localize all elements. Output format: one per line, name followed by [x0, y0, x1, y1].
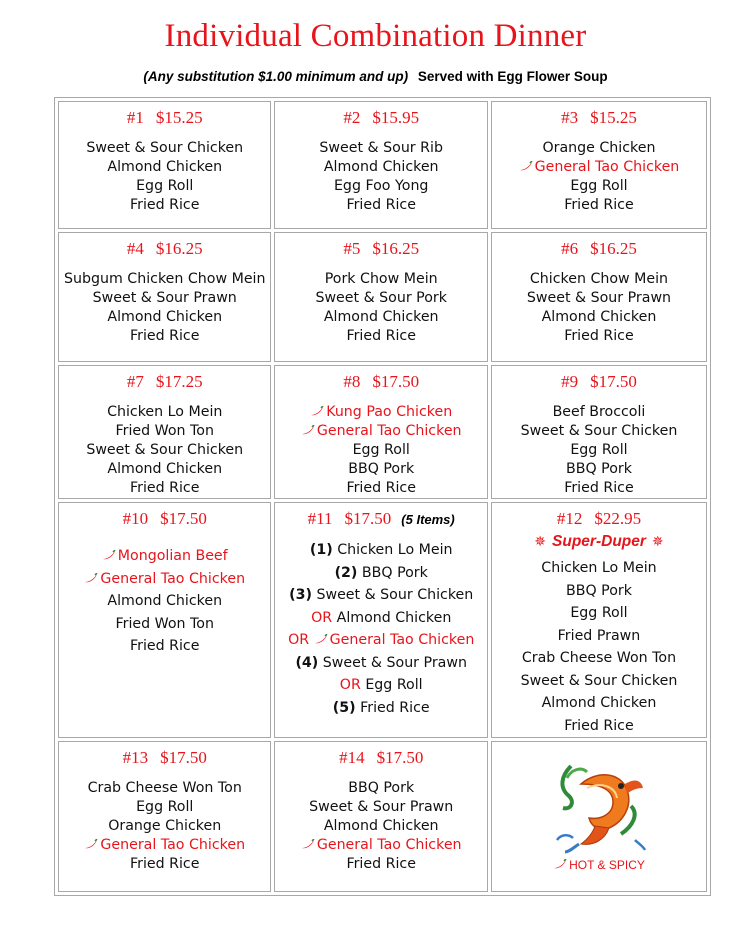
combo-number: #8 — [343, 372, 361, 391]
combo-items — [492, 557, 706, 737]
item-name: Sweet & Sour Prawn — [92, 290, 237, 306]
combo-item — [492, 580, 706, 603]
combo-item — [59, 403, 270, 422]
item-name: Fried Rice — [129, 480, 200, 496]
combo-cell[interactable] — [58, 502, 271, 738]
combo-number: #2 — [343, 108, 361, 127]
combo-item — [59, 158, 270, 177]
combo-cell[interactable] — [491, 502, 707, 738]
combo-item — [59, 177, 270, 196]
item-number: (3) — [289, 587, 312, 603]
combo-header — [275, 372, 486, 394]
combo-cell[interactable] — [274, 502, 487, 738]
combo-item — [275, 584, 486, 607]
item-number: (1) — [309, 542, 333, 558]
combo-item — [275, 674, 486, 697]
item-name: Sweet & Sour Rib — [319, 140, 443, 156]
combo-item — [275, 139, 486, 158]
item-name: Fried Rice — [564, 328, 634, 344]
chili-pepper-icon — [314, 634, 328, 644]
combo-items — [275, 139, 486, 215]
combo-price: $17.25 — [155, 372, 203, 391]
combo-item — [492, 441, 706, 460]
combo-header — [59, 108, 270, 130]
combo-item — [275, 270, 486, 289]
item-name: Almond Chicken — [541, 309, 657, 325]
combo-price: $15.25 — [590, 108, 637, 127]
combo-items — [59, 403, 270, 498]
or-label: OR — [311, 609, 333, 626]
combo-number: #1 — [126, 108, 144, 127]
chili-pepper-icon — [301, 425, 315, 435]
combo-price: $16.25 — [372, 239, 420, 258]
combo-price: $17.50 — [590, 372, 637, 391]
combo-item — [59, 441, 270, 460]
item-name: Almond Chicken — [107, 159, 223, 175]
combo-number: #11 — [307, 509, 333, 528]
item-name: Orange Chicken — [108, 818, 222, 834]
combo-item — [275, 779, 486, 798]
combo-item — [275, 539, 486, 562]
item-name: Crab Cheese Won Ton — [521, 650, 677, 666]
combo-number: #5 — [343, 239, 361, 258]
item-name: General Tao Chicken — [100, 837, 246, 853]
combo-item — [492, 557, 706, 580]
substitution-note: (Any substitution $1.00 minimum and up) — [143, 69, 409, 84]
combo-item — [492, 403, 706, 422]
combo-header — [59, 372, 270, 394]
combo-item — [275, 629, 486, 652]
item-name: Fried Won Ton — [115, 615, 214, 632]
item-name: Egg Roll — [136, 178, 194, 194]
item-name: Kung Pao Chicken — [326, 404, 453, 420]
combo-item — [492, 479, 706, 498]
item-name: Fried Rice — [346, 480, 416, 496]
or-label: OR — [339, 677, 361, 693]
combo-item — [492, 308, 706, 327]
item-name: General Tao Chicken — [316, 423, 462, 439]
item-name: Pork Chow Mein — [324, 271, 438, 287]
chili-pepper-icon — [553, 859, 567, 869]
combo-number: #14 — [339, 748, 365, 767]
combo-cell[interactable] — [58, 741, 271, 892]
combo-price: $17.50 — [344, 509, 392, 528]
combo-number: #3 — [561, 108, 579, 127]
chili-pepper-icon — [84, 573, 98, 583]
combo-item — [492, 270, 706, 289]
combo-item — [275, 798, 486, 817]
item-name: Egg Roll — [570, 178, 628, 194]
item-name: BBQ Pork — [361, 564, 428, 581]
combo-item — [492, 647, 706, 670]
item-name: Sweet & Sour Prawn — [322, 654, 467, 671]
item-number: (2) — [334, 564, 358, 581]
item-name: Sweet & Sour Prawn — [526, 290, 672, 306]
combo-item — [59, 545, 270, 568]
item-name: BBQ Pork — [348, 780, 415, 796]
combo-header — [275, 108, 486, 130]
combo-item — [275, 177, 486, 196]
hot-spicy-legend: HOT & SPICY — [492, 858, 706, 872]
item-name: Egg Roll — [365, 677, 423, 693]
item-name: Almond Chicken — [323, 309, 439, 325]
item-name: Almond Chicken — [107, 593, 223, 609]
combo-item — [59, 196, 270, 215]
combo-items — [275, 539, 486, 719]
item-name: Sweet & Sour Chicken — [520, 672, 678, 689]
combo-item — [275, 607, 486, 630]
item-name: Fried Rice — [129, 638, 200, 654]
combo-header — [59, 748, 270, 770]
combo-number: #12 — [556, 509, 583, 528]
combo-item — [492, 625, 706, 648]
combo-items — [275, 270, 486, 346]
combo-price: $22.95 — [594, 509, 642, 528]
super-duper-label — [492, 533, 706, 551]
combo-item — [275, 460, 486, 479]
item-name: Sweet & Sour Pork — [315, 290, 447, 306]
item-name: Almond Chicken — [323, 818, 439, 834]
combo-items — [59, 545, 270, 658]
combo-cell[interactable] — [58, 232, 271, 362]
combo-item — [59, 779, 270, 798]
chili-pepper-icon — [519, 161, 533, 171]
item-name: Fried Rice — [564, 197, 634, 213]
combo-header — [492, 108, 706, 130]
combo-price: $15.95 — [372, 108, 420, 127]
combo-item — [59, 590, 270, 613]
item-name: Orange Chicken — [542, 140, 656, 156]
combo-item — [275, 562, 486, 585]
item-name: Fried Won Ton — [115, 423, 214, 439]
combo-item — [275, 403, 486, 422]
combo-item — [275, 196, 486, 215]
item-name: Fried Rice — [564, 480, 634, 496]
combo-item — [492, 460, 706, 479]
combo-header — [275, 748, 486, 770]
sparkle-icon: ✵ — [651, 533, 664, 549]
item-name: General Tao Chicken — [316, 837, 462, 853]
combo-number: #9 — [561, 372, 579, 391]
item-name: Egg Roll — [136, 799, 194, 815]
combination-grid — [54, 97, 711, 896]
combo-item — [275, 289, 486, 308]
item-name: BBQ Pork — [566, 582, 632, 599]
combo-item — [492, 177, 706, 196]
combo-cell[interactable] — [274, 101, 487, 229]
item-name: Mongolian Beef — [117, 548, 228, 564]
item-name: Crab Cheese Won Ton — [87, 780, 242, 796]
combo-item — [59, 422, 270, 441]
item-name: Fried Rice — [129, 328, 200, 344]
combo-header — [492, 372, 706, 394]
item-name: Sweet & Sour Chicken — [86, 140, 244, 156]
item-name: Egg Roll — [352, 442, 410, 458]
sparkle-icon: ✵ — [534, 533, 547, 549]
combo-item — [59, 289, 270, 308]
combo-item — [492, 139, 706, 158]
combo-cell[interactable] — [274, 741, 487, 892]
combo-item — [492, 327, 706, 346]
item-name: Chicken Lo Mein — [337, 542, 453, 558]
combo-item — [492, 196, 706, 215]
item-name: Sweet & Sour Chicken — [86, 442, 244, 458]
combo-item — [492, 422, 706, 441]
combo-item — [59, 836, 270, 855]
combo-item — [59, 613, 270, 636]
combo-item — [492, 670, 706, 693]
combo-price: $16.25 — [590, 239, 637, 258]
combo-item — [492, 692, 706, 715]
combo-number: #10 — [122, 509, 149, 528]
combo-items — [59, 139, 270, 215]
combo-item — [492, 602, 706, 625]
combo-price: $15.25 — [155, 108, 203, 127]
legend-cell — [491, 741, 707, 892]
item-name: General Tao Chicken — [329, 632, 475, 648]
item-name: BBQ Pork — [348, 461, 415, 477]
combo-header — [492, 509, 706, 531]
combo-cell[interactable] — [58, 101, 271, 229]
koi-fish-illustration — [551, 748, 647, 854]
combo-header — [275, 509, 486, 531]
item-name: Fried Rice — [360, 699, 430, 716]
combo-price: $17.50 — [372, 372, 420, 391]
combo-cell[interactable] — [58, 365, 271, 499]
item-name: Fried Rice — [564, 717, 634, 734]
item-name: General Tao Chicken — [100, 570, 246, 587]
combo-item — [59, 327, 270, 346]
item-name: Fried Rice — [346, 328, 416, 344]
item-name: Sweet & Sour Chicken — [520, 423, 678, 439]
combo-item — [275, 422, 486, 441]
item-name: Sweet & Sour Chicken — [316, 587, 474, 603]
combo-item — [59, 817, 270, 836]
combo-items — [275, 779, 486, 874]
combo-header — [59, 509, 270, 531]
item-name: Fried Rice — [129, 856, 200, 872]
item-name: Chicken Lo Mein — [541, 560, 657, 576]
combo-items — [59, 779, 270, 874]
combo-item — [275, 327, 486, 346]
chili-pepper-icon — [310, 406, 324, 416]
combo-item — [275, 441, 486, 460]
combo-item — [275, 308, 486, 327]
item-number: (5) — [332, 699, 356, 716]
item-name: Almond Chicken — [107, 461, 223, 477]
combo-item — [275, 697, 486, 720]
combo-items — [492, 139, 706, 215]
combo-items — [275, 403, 486, 498]
combo-header — [275, 239, 486, 261]
item-name: Egg Roll — [570, 442, 628, 458]
item-name: Chicken Chow Mein — [529, 271, 669, 287]
menu-title: Individual Combination Dinner — [164, 18, 587, 54]
combo-number: #13 — [122, 748, 149, 767]
combo-header — [492, 239, 706, 261]
or-label: OR — [288, 632, 310, 648]
combo-item — [59, 855, 270, 874]
combo-number: #4 — [126, 239, 144, 258]
super-duper-text: Super-Duper — [552, 533, 646, 550]
combo-item — [492, 715, 706, 738]
combo-number: #6 — [561, 239, 579, 258]
item-name: Egg Foo Yong — [333, 178, 429, 194]
combo-items — [59, 270, 270, 346]
item-name: Sweet & Sour Prawn — [309, 799, 454, 815]
combo-cell[interactable] — [491, 232, 707, 362]
combo-price: $16.25 — [155, 239, 203, 258]
item-number: (4) — [295, 654, 319, 671]
combo-item-count: (5 Items) — [401, 512, 455, 527]
soup-note: Served with Egg Flower Soup — [417, 69, 608, 84]
combo-item — [59, 798, 270, 817]
chili-pepper-icon — [102, 550, 116, 560]
combo-item — [275, 817, 486, 836]
item-name: Beef Broccoli — [552, 404, 646, 420]
item-name: Chicken Lo Mein — [107, 404, 223, 420]
combo-cell[interactable] — [274, 232, 487, 362]
chili-pepper-icon — [84, 839, 98, 849]
combo-item — [275, 652, 486, 675]
item-name: Egg Roll — [570, 605, 628, 621]
combo-item — [275, 479, 486, 498]
combo-item — [492, 158, 706, 177]
combo-item — [59, 139, 270, 158]
item-name: Almond Chicken — [336, 609, 452, 626]
item-name: Almond Chicken — [541, 695, 657, 711]
item-name: Fried Rice — [346, 197, 416, 213]
combo-price: $17.50 — [376, 748, 424, 767]
combo-item — [59, 568, 270, 591]
combo-items — [492, 270, 706, 346]
item-name: Fried Prawn — [557, 627, 641, 644]
combo-cell[interactable] — [491, 101, 707, 229]
combo-items — [492, 403, 706, 498]
item-name: Subgum Chicken Chow Mein — [63, 271, 266, 287]
combo-price: $17.50 — [160, 748, 207, 767]
combo-item — [275, 855, 486, 874]
combo-item — [492, 289, 706, 308]
combo-item — [275, 836, 486, 855]
combo-item — [59, 635, 270, 658]
chili-pepper-icon — [301, 839, 315, 849]
item-name: Almond Chicken — [323, 159, 439, 175]
combo-item — [275, 158, 486, 177]
combo-cell[interactable] — [491, 365, 707, 499]
menu-subtitle — [0, 69, 751, 84]
combo-item — [59, 270, 270, 289]
combo-number: #7 — [126, 372, 144, 391]
item-name: Fried Rice — [129, 197, 200, 213]
combo-item — [59, 460, 270, 479]
item-name: Almond Chicken — [107, 309, 223, 325]
combo-header — [59, 239, 270, 261]
item-name: Fried Rice — [346, 856, 416, 872]
item-name: BBQ Pork — [566, 461, 632, 477]
combo-item — [59, 479, 270, 498]
item-name: General Tao Chicken — [534, 159, 680, 175]
combo-item — [59, 308, 270, 327]
combo-price: $17.50 — [160, 509, 207, 528]
combo-cell[interactable] — [274, 365, 487, 499]
